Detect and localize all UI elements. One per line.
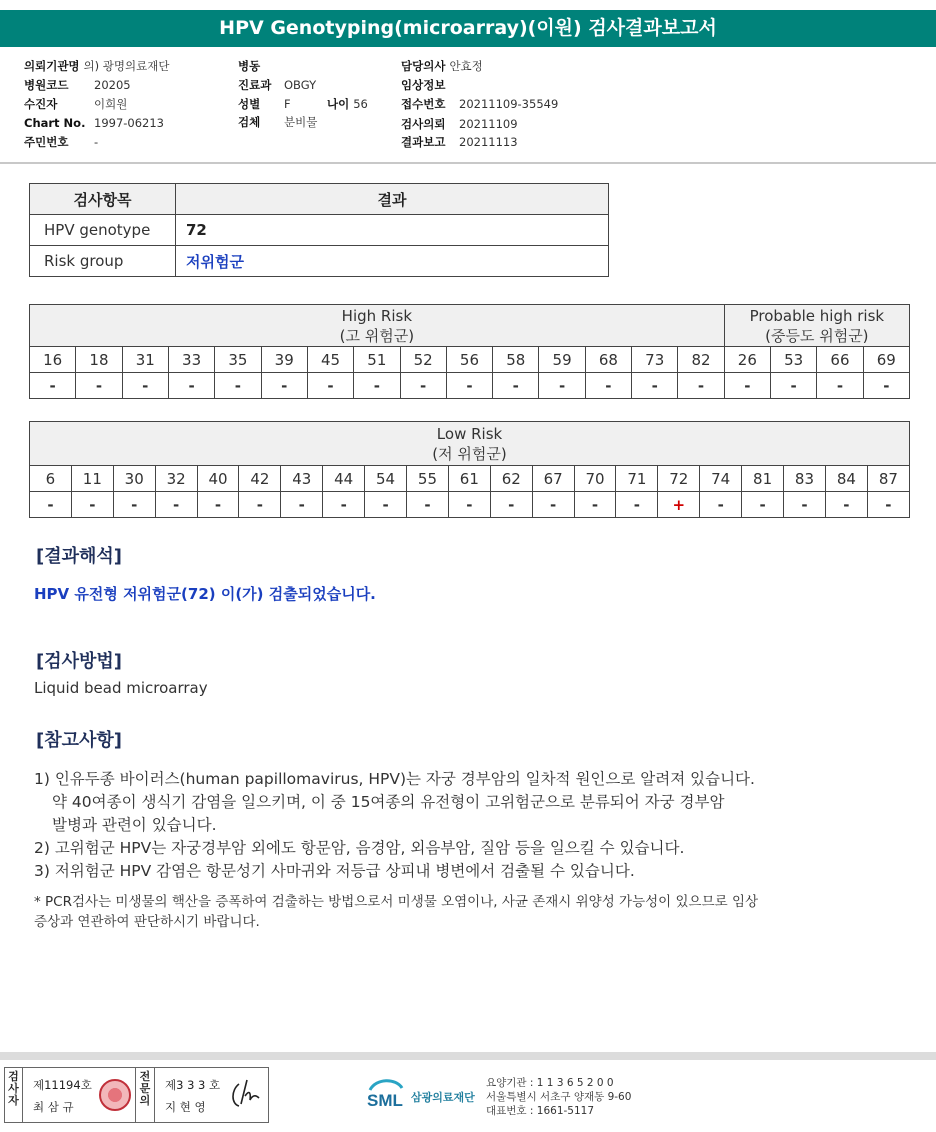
genotype-cell: 32 <box>155 466 197 492</box>
genotype-result-cell: - <box>168 373 214 399</box>
genotype-cell: 33 <box>168 347 214 373</box>
info-specimen: 검체 분비물 <box>238 115 318 129</box>
footer-divider <box>0 1052 936 1060</box>
genotype-result-cell: - <box>493 373 539 399</box>
genotype-result-cell: - <box>678 373 724 399</box>
info-patient: 수진자 이희원 <box>24 97 128 111</box>
genotype-result-cell: - <box>215 373 261 399</box>
sml-logo-text: SML <box>367 1091 403 1110</box>
specialist-cell <box>155 1068 268 1122</box>
genotype-cell: 61 <box>448 466 490 492</box>
genotype-cell: 39 <box>261 347 307 373</box>
genotype-cell: 81 <box>742 466 784 492</box>
footnote-line-2: 증상과 연관하여 판단하시기 바랍니다. <box>34 914 260 930</box>
high-risk-types-row <box>30 347 910 373</box>
genotype-result-cell: - <box>616 492 658 518</box>
info-age: 나이 56 <box>327 97 368 111</box>
genotype-result-cell: - <box>30 492 72 518</box>
low-risk-results-row <box>30 492 910 518</box>
genotype-cell: 67 <box>532 466 574 492</box>
signature-icon <box>225 1074 265 1114</box>
low-risk-label-en: Low Risk <box>436 424 503 443</box>
info-resident-no: 주민번호 - <box>24 135 99 149</box>
info-doctor: 담당의사 안효정 <box>401 59 483 73</box>
genotype-cell: 68 <box>585 347 631 373</box>
genotype-result-cell: - <box>281 492 323 518</box>
genotype-result-cell: - <box>71 492 113 518</box>
high-risk-table <box>29 304 910 399</box>
genotype-cell: 54 <box>365 466 407 492</box>
high-risk-header <box>30 305 725 347</box>
genotype-result-cell: - <box>155 492 197 518</box>
genotype-result-cell: - <box>585 373 631 399</box>
interpretation-title: [결과해석] <box>36 546 123 567</box>
specialist-name: 지 현 영 <box>165 1100 206 1114</box>
row-genotype-value: 72 <box>176 215 609 246</box>
address: 서울특별시 서초구 양재동 9-60 <box>486 1091 632 1103</box>
method-title: [검사방법] <box>36 651 123 672</box>
inspector-no: 제11194호 <box>33 1078 92 1092</box>
genotype-result-cell: - <box>700 492 742 518</box>
genotype-cell: 53 <box>771 347 817 373</box>
genotype-cell: 44 <box>323 466 365 492</box>
genotype-result-cell: - <box>490 492 532 518</box>
row-genotype-label: HPV genotype <box>30 215 176 246</box>
probable-risk-label-en: Probable high risk <box>749 306 885 325</box>
high-risk-label-en: High Risk <box>341 306 413 325</box>
genotype-result-cell: - <box>742 492 784 518</box>
genotype-cell: 26 <box>724 347 770 373</box>
genotype-cell: 69 <box>863 347 909 373</box>
genotype-result-cell: - <box>784 492 826 518</box>
phone: 대표번호 : 1661-5117 <box>486 1105 595 1117</box>
genotype-result-cell: - <box>407 492 449 518</box>
note-3: 3) 저위험군 HPV 감염은 항문성기 사마귀와 저등급 상피내 병변에서 검출될 수 있습니다. <box>34 862 635 880</box>
care-no: 요양기관 : 1 1 3 6 5 2 0 0 <box>486 1077 614 1089</box>
genotype-cell: 30 <box>113 466 155 492</box>
notes-list <box>34 768 894 883</box>
genotype-result-cell: - <box>307 373 353 399</box>
genotype-cell: 72 <box>658 466 700 492</box>
info-receipt-no: 접수번호 20211109-35549 <box>401 97 559 111</box>
genotype-result-cell: - <box>448 492 490 518</box>
info-ward: 병동 <box>238 59 261 73</box>
genotype-result-cell: - <box>724 373 770 399</box>
genotype-result-cell: - <box>539 373 585 399</box>
genotype-result-cell: + <box>658 492 700 518</box>
note-1-line-1: 1) 인유두종 바이러스(human papillomavirus, HPV)는 자궁 경부암의 일차적 원인으로 알려져 있습니다. <box>34 770 755 788</box>
genotype-cell: 71 <box>616 466 658 492</box>
patient-info <box>0 56 936 164</box>
footnote <box>34 892 894 932</box>
low-risk-label-ko: (저 위험군) <box>432 444 507 463</box>
genotype-cell: 52 <box>400 347 446 373</box>
genotype-cell: 6 <box>30 466 72 492</box>
specialist-no: 제3 3 3 호 <box>165 1078 221 1092</box>
genotype-result-cell: - <box>323 492 365 518</box>
inspector-name: 최 삼 규 <box>33 1100 74 1114</box>
specialist-label: 전 문 의 <box>136 1068 155 1122</box>
genotype-result-cell: - <box>76 373 122 399</box>
genotype-result-cell: - <box>632 373 678 399</box>
probable-risk-label-ko: (중등도 위험군) <box>765 326 869 345</box>
method-text: Liquid bead microarray <box>34 679 208 697</box>
seal-icon <box>99 1079 131 1111</box>
genotype-cell: 56 <box>446 347 492 373</box>
genotype-cell: 45 <box>307 347 353 373</box>
org-info <box>486 1076 631 1118</box>
inspector-cell <box>23 1068 136 1122</box>
signature-box <box>4 1067 269 1123</box>
genotype-cell: 74 <box>700 466 742 492</box>
genotype-result-cell: - <box>771 373 817 399</box>
genotype-result-cell: - <box>446 373 492 399</box>
info-clinical: 임상정보 <box>401 78 446 92</box>
genotype-result-cell: - <box>113 492 155 518</box>
genotype-result-cell: - <box>817 373 863 399</box>
genotype-cell: 82 <box>678 347 724 373</box>
genotype-cell: 35 <box>215 347 261 373</box>
genotype-result-cell: - <box>122 373 168 399</box>
info-result-report: 결과보고 20211113 <box>401 135 518 149</box>
genotype-cell: 18 <box>76 347 122 373</box>
genotype-cell: 31 <box>122 347 168 373</box>
genotype-cell: 16 <box>30 347 76 373</box>
genotype-result-cell: - <box>863 373 909 399</box>
genotype-cell: 87 <box>867 466 909 492</box>
genotype-result-cell: - <box>867 492 909 518</box>
genotype-result-cell: - <box>825 492 867 518</box>
genotype-cell: 42 <box>239 466 281 492</box>
table-row <box>30 246 609 277</box>
genotype-cell: 55 <box>407 466 449 492</box>
header-result: 결과 <box>176 184 609 215</box>
note-1-line-2: 약 40여종이 생식기 감염을 일으키며, 이 중 15여종의 유전형이 고위험군으로 분류되어 자궁 경부암 <box>52 793 725 811</box>
row-risk-value: 저위험군 <box>176 246 609 277</box>
report-title: HPV Genotyping(microarray)(이원) 검사결과보고서 <box>0 10 936 47</box>
genotype-result-cell: - <box>400 373 446 399</box>
header-item: 검사항목 <box>30 184 176 215</box>
info-hospital-code: 병원코드 20205 <box>24 78 131 92</box>
info-sex: 성별 F <box>238 97 291 111</box>
org-name: 삼광의료재단 <box>411 1091 475 1104</box>
genotype-cell: 51 <box>354 347 400 373</box>
genotype-cell: 83 <box>784 466 826 492</box>
genotype-cell: 73 <box>632 347 678 373</box>
probable-risk-header <box>724 305 909 347</box>
footnote-line-1: * PCR검사는 미생물의 핵산을 증폭하여 검출하는 방법으로서 미생물 오염이나, 사균 존재시 위양성 가능성이 있으므로 임상 <box>34 894 759 910</box>
genotype-cell: 11 <box>71 466 113 492</box>
table-row <box>30 215 609 246</box>
genotype-result-cell: - <box>574 492 616 518</box>
genotype-result-cell: - <box>354 373 400 399</box>
genotype-cell: 84 <box>825 466 867 492</box>
genotype-cell: 40 <box>197 466 239 492</box>
genotype-cell: 43 <box>281 466 323 492</box>
info-department: 진료과 OBGY <box>238 78 317 92</box>
genotype-cell: 70 <box>574 466 616 492</box>
genotype-result-cell: - <box>197 492 239 518</box>
genotype-result-cell: - <box>261 373 307 399</box>
genotype-result-cell: - <box>239 492 281 518</box>
info-chart-no: Chart No. 1997-06213 <box>24 116 164 130</box>
result-table <box>29 183 609 277</box>
genotype-cell: 59 <box>539 347 585 373</box>
genotype-result-cell: - <box>365 492 407 518</box>
note-2: 2) 고위험군 HPV는 자궁경부암 외에도 항문암, 음경암, 외음부암, 질암 등을 일으킬 수 있습니다. <box>34 839 685 857</box>
low-risk-types-row <box>30 466 910 492</box>
sml-logo-icon <box>366 1076 406 1112</box>
genotype-cell: 58 <box>493 347 539 373</box>
info-institution: 의뢰기관명 의) 광명의료재단 <box>24 59 170 73</box>
inspector-label: 검 사 자 <box>5 1068 23 1122</box>
note-1-line-3: 발병과 관련이 있습니다. <box>52 816 217 834</box>
high-risk-results-row <box>30 373 910 399</box>
genotype-cell: 62 <box>490 466 532 492</box>
interpretation-text: HPV 유전형 저위험군(72) 이(가) 검출되었습니다. <box>34 585 376 603</box>
notes-title: [참고사항] <box>36 730 123 751</box>
genotype-result-cell: - <box>30 373 76 399</box>
low-risk-header <box>30 422 910 466</box>
row-risk-label: Risk group <box>30 246 176 277</box>
info-test-request: 검사의뢰 20211109 <box>401 117 518 131</box>
low-risk-table <box>29 421 910 518</box>
genotype-result-cell: - <box>532 492 574 518</box>
high-risk-label-ko: (고 위험군) <box>339 326 415 345</box>
genotype-cell: 66 <box>817 347 863 373</box>
